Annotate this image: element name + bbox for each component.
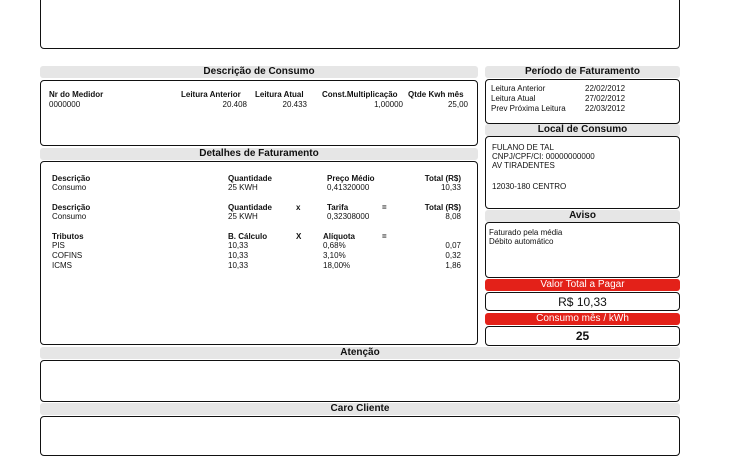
- b3-op-eq: =: [382, 232, 387, 241]
- periodo-label-1: Leitura Atual: [491, 94, 536, 103]
- b2-desc-h: Descrição: [52, 203, 91, 212]
- leitura-atual-label: Leitura Atual: [255, 90, 304, 99]
- aviso-header: Aviso: [485, 210, 680, 222]
- tributo-calc: 10,33: [228, 241, 249, 250]
- consumo-mes-box: [485, 326, 680, 346]
- medidor-label: Nr do Medidor: [49, 90, 104, 99]
- qtde-label: Qtde Kwh mês: [408, 90, 464, 99]
- b2-qtd-v: 25 KWH: [228, 212, 258, 221]
- valor-total-box: [485, 292, 680, 311]
- b1-preco-v: 0,41320000: [327, 183, 370, 192]
- tributo-total: 1,86: [445, 261, 461, 270]
- local-cnpj: CNPJ/CPF/CI: 00000000000: [492, 152, 595, 161]
- b2-op-x: x: [296, 203, 301, 212]
- top-box: [40, 0, 680, 49]
- consumo-header: Descrição de Consumo: [40, 66, 478, 78]
- medidor-value: 0000000: [49, 100, 81, 109]
- valor-total-header: Valor Total a Pagar: [485, 279, 680, 291]
- b2-op-eq: =: [382, 203, 387, 212]
- leitura-atual-value: 20.433: [282, 100, 307, 109]
- b1-total-v: 10,33: [440, 183, 461, 192]
- periodo-label-2: Prev Próxima Leitura: [491, 104, 566, 113]
- tributo-nome: COFINS: [52, 251, 83, 260]
- leitura-anterior-label: Leitura Anterior: [181, 90, 241, 99]
- consumo-box: [40, 80, 478, 146]
- b2-total-h: Total (R$): [424, 203, 461, 212]
- b2-total-v: 8,08: [445, 212, 461, 221]
- detalhes-header: Detalhes de Faturamento: [40, 148, 478, 160]
- local-cep: 12030-180 CENTRO: [492, 182, 567, 191]
- atencao-box: [40, 360, 680, 402]
- b1-qtd-h: Quantidade: [228, 174, 273, 183]
- caro-cliente-box: [40, 416, 680, 456]
- periodo-label-0: Leitura Anterior: [491, 84, 546, 93]
- const-value: 1,00000: [374, 100, 403, 109]
- periodo-value-0: 22/02/2012: [585, 84, 626, 93]
- aviso-line-1: Débito automático: [489, 237, 554, 246]
- atencao-header: Atenção: [40, 347, 680, 359]
- tributo-nome: PIS: [52, 241, 65, 250]
- b1-desc-v: Consumo: [52, 183, 87, 192]
- caro-cliente-header: Caro Cliente: [40, 403, 680, 415]
- leitura-anterior-value: 20.408: [222, 100, 247, 109]
- valor-total-value: R$ 10,33: [558, 295, 607, 309]
- tributo-aliq: 3,10%: [323, 251, 346, 260]
- detalhes-box: [40, 161, 478, 345]
- periodo-value-2: 22/03/2012: [585, 104, 626, 113]
- b2-tarifa-v: 0,32308000: [327, 212, 370, 221]
- b2-desc-v: Consumo: [52, 212, 87, 221]
- b2-tarifa-h: Tarifa: [327, 203, 349, 212]
- periodo-value-1: 27/02/2012: [585, 94, 626, 103]
- local-nome: FULANO DE TAL: [492, 143, 554, 152]
- aviso-line-0: Faturado pela média: [489, 228, 563, 237]
- b2-qtd-h: Quantidade: [228, 203, 273, 212]
- consumo-mes-value: 25: [575, 329, 590, 343]
- local-endereco: AV TIRADENTES: [492, 161, 555, 170]
- periodo-box: [485, 79, 680, 124]
- b1-preco-h: Preço Médio: [327, 174, 375, 183]
- consumo-mes-header: Consumo mês / kWh: [485, 313, 680, 325]
- b1-qtd-v: 25 KWH: [228, 183, 258, 192]
- periodo-header: Período de Faturamento: [485, 66, 680, 78]
- local-header: Local de Consumo: [485, 124, 680, 136]
- const-label: Const.Multiplicação: [322, 90, 398, 99]
- tributo-total: 0,32: [445, 251, 461, 260]
- tributo-aliq: 18,00%: [323, 261, 351, 270]
- local-box: [485, 136, 680, 209]
- tributo-total: 0,07: [445, 241, 461, 250]
- b3-op-x: X: [296, 232, 302, 241]
- b3-calc-h: B. Cálculo: [228, 232, 268, 241]
- b1-total-h: Total (R$): [424, 174, 461, 183]
- tributo-aliq: 0,68%: [323, 241, 346, 250]
- qtde-value: 25,00: [447, 100, 468, 109]
- aviso-box: [485, 222, 680, 278]
- b3-aliq-h: Alíquota: [323, 232, 355, 241]
- b1-desc-h: Descrição: [52, 174, 91, 183]
- tributo-calc: 10,33: [228, 261, 249, 270]
- b3-trib-h: Tributos: [52, 232, 84, 241]
- tributo-nome: ICMS: [52, 261, 72, 270]
- tributo-calc: 10,33: [228, 251, 249, 260]
